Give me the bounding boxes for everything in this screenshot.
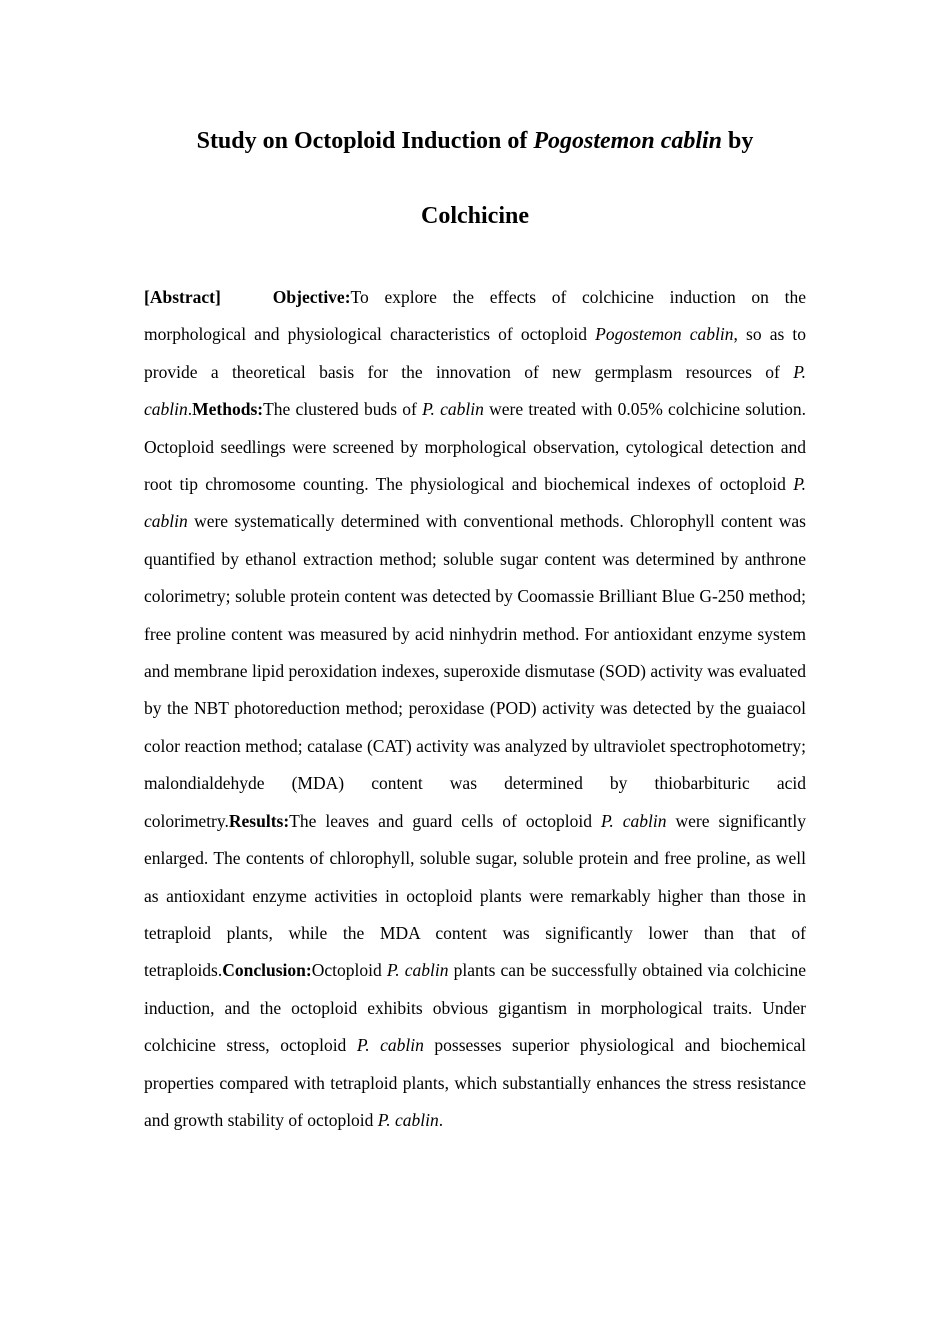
- objective-end: .: [187, 399, 193, 420]
- conclusion-end: .: [438, 1109, 444, 1130]
- title-prefix: Study on Octoploid Induction of: [196, 128, 534, 154]
- title-species: Pogostemon cablin: [533, 128, 723, 154]
- methods-label: Methods:: [192, 399, 264, 420]
- title-suffix: by: [722, 128, 754, 154]
- objective-text: To explore the effects of colchicine induction on the morphological and physiological characteristics of octoploid: [144, 287, 806, 345]
- conclusion-text: plants can be successfully obtained via colchicine induction, and the octoploid exhibits obvious gigantism in morphological traits. Under colchicine stress, octoploid: [144, 960, 806, 1056]
- species-abbreviation: P. cablin: [356, 1035, 424, 1056]
- species-name: Pogostemon cablin: [595, 324, 734, 345]
- methods-text: were treated with 0.05% colchicine solution. Octoploid seedlings were screened by morphological observation, cytological detection and root tip chromosome counting. The physiological and biochemical indexes of octoploid: [144, 399, 806, 495]
- page-title: [100, 126, 850, 156]
- objective-label: Objective:: [272, 287, 351, 307]
- results-text: The leaves and guard cells of octoploid: [289, 810, 601, 831]
- results-text: were significantly enlarged. The contents of chlorophyll, soluble sugar, soluble protein and free proline, as well as antioxidant enzyme activities in octoploid plants were remarkably higher than those in tetraploid plants, while the MDA content was significantly lower than that of tetraploids.: [144, 810, 807, 981]
- abstract-label: [Abstract]: [144, 287, 221, 307]
- species-abbreviation: P. cablin: [422, 399, 484, 420]
- species-abbreviation: P. cablin: [144, 361, 806, 420]
- results-label: Results:: [228, 810, 290, 831]
- species-abbreviation: P. cablin: [600, 810, 667, 831]
- methods-text: The clustered buds of: [263, 399, 423, 420]
- page-title-line2: Colchicine: [421, 203, 529, 229]
- conclusion-text: possesses superior physiological and biochemical properties compared with tetraploid plants, which substantially enhances the stress resistance and growth stability of octoploid: [144, 1035, 806, 1130]
- conclusion-label: Conclusion:: [222, 960, 312, 981]
- objective-text: , so as to provide a theoretical basis for the innovation of new germplasm resources of: [144, 324, 807, 382]
- species-abbreviation: P. cablin: [386, 960, 449, 981]
- species-abbreviation: P. cablin: [377, 1109, 439, 1130]
- methods-text: were systematically determined with conventional methods. Chlorophyll content was quantified by ethanol extraction method; soluble sugar content was determined by anthrone colorimetry; soluble protein content was detected by Coomassie Brilliant Blue G-250 method; free proline content was measured by acid ninhydrin method. For antioxidant enzyme system and membrane lipid peroxidation indexes, superoxide dismutase (SOD) activity was evaluated by the NBT photoreduction method; peroxidase (POD) activity was detected by the guaiacol color reaction method; catalase (CAT) activity was analyzed by ultraviolet spectrophotometry; malondialdehyde (MDA) content was determined by thiobarbituric acid colorimetry.: [144, 511, 806, 831]
- abstract-paragraph: [144, 279, 806, 1139]
- species-abbreviation: P. cablin: [144, 474, 806, 532]
- conclusion-text: Octoploid: [311, 960, 387, 981]
